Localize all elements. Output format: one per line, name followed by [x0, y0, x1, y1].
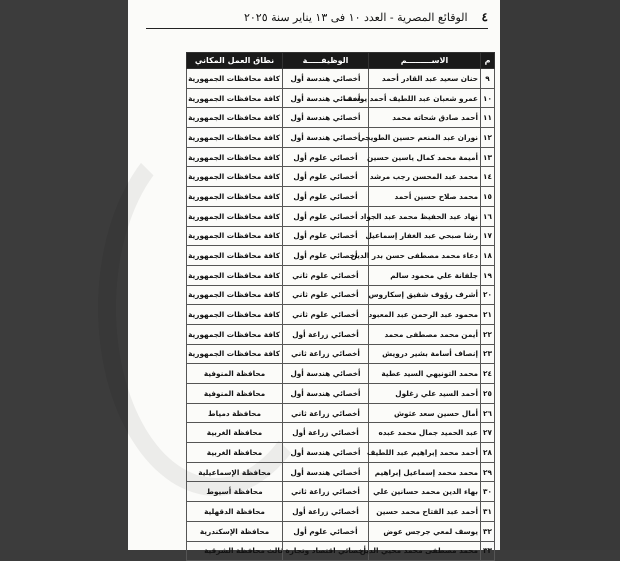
row-number: ٩ [481, 69, 495, 89]
row-area: كافة محافظات الجمهورية [187, 226, 283, 246]
row-area: محافظة الدقهلية [187, 502, 283, 522]
row-number: ٣٠ [481, 482, 495, 502]
row-number: ١١ [481, 108, 495, 128]
row-job: أخصائي زراعة أول [283, 502, 369, 522]
column-header-number: م [481, 53, 495, 69]
row-number: ٢٣ [481, 344, 495, 364]
table-row [187, 285, 495, 305]
row-number: ٢٨ [481, 443, 495, 463]
row-job: أخصائي هندسة أول [283, 108, 369, 128]
table-row [187, 305, 495, 325]
row-name: محمد عبد المحسن رجب مرشد [369, 167, 481, 187]
table-row [187, 167, 495, 187]
row-area: محافظة المنوفية [187, 384, 283, 404]
table-row [187, 364, 495, 384]
row-job: أخصائي هندسة أول [283, 364, 369, 384]
table-row [187, 521, 495, 541]
row-job: أخصائي زراعة ثاني [283, 482, 369, 502]
row-name: أشرف رؤوف شفيق إسكاروس [369, 285, 481, 305]
row-number: ٢٧ [481, 423, 495, 443]
row-name: أحمد السيد علي زغلول [369, 384, 481, 404]
row-area: كافة محافظات الجمهورية [187, 147, 283, 167]
table-row [187, 502, 495, 522]
row-area: محافظة الغربية [187, 423, 283, 443]
table-row [187, 482, 495, 502]
row-job: أخصائي هندسة أول [283, 443, 369, 463]
row-job: أخصائي هندسة أول [283, 69, 369, 89]
table-row [187, 403, 495, 423]
row-job: أخصائي هندسة أول [283, 128, 369, 148]
row-job: أخصائي علوم أول [283, 521, 369, 541]
table-row [187, 88, 495, 108]
row-area: كافة محافظات الجمهورية [187, 69, 283, 89]
row-name: أحمد صادق شحاته محمد [369, 108, 481, 128]
row-number: ١٨ [481, 246, 495, 266]
table-row [187, 384, 495, 404]
table-row [187, 147, 495, 167]
column-header-job: الوظيفـــــة [283, 53, 369, 69]
row-job: أخصائي علوم ثاني [283, 285, 369, 305]
row-area: كافة محافظات الجمهورية [187, 187, 283, 207]
row-number: ١٣ [481, 147, 495, 167]
row-area: كافة محافظات الجمهورية [187, 305, 283, 325]
row-job: أخصائي زراعة ثاني [283, 344, 369, 364]
table-row [187, 344, 495, 364]
row-job: أخصائي علوم ثاني [283, 305, 369, 325]
row-job: أخصائي زراعة أول [283, 324, 369, 344]
table-row [187, 462, 495, 482]
table-row [187, 226, 495, 246]
row-area: كافة محافظات الجمهورية [187, 128, 283, 148]
table-row [187, 206, 495, 226]
row-area: كافة محافظات الجمهورية [187, 285, 283, 305]
row-name: رشا صبحي عبد الغفار إسماعيل [369, 226, 481, 246]
row-area: محافظة الغربية [187, 443, 283, 463]
row-number: ٣٢ [481, 521, 495, 541]
row-name: أحمد محمد إبراهيم عبد اللطيف [369, 443, 481, 463]
row-job: أخصائي زراعة أول [283, 423, 369, 443]
page-number: ٤ [481, 10, 488, 24]
row-name: بهاء الدين محمد حسانين علي [369, 482, 481, 502]
viewer-background-right [500, 0, 620, 550]
table-row [187, 108, 495, 128]
row-number: ٢٦ [481, 403, 495, 423]
row-job: أخصائي زراعة ثاني [283, 403, 369, 423]
row-area: كافة محافظات الجمهورية [187, 344, 283, 364]
row-name: عمرو شعبان عبد اللطيف أحمد يوسف [369, 88, 481, 108]
row-name: محمد صلاح حسين أحمد [369, 187, 481, 207]
row-number: ١٦ [481, 206, 495, 226]
table-row [187, 187, 495, 207]
row-job: أخصائي هندسة أول [283, 462, 369, 482]
row-name: محمد مصطفى محمد محيي الدين [369, 541, 481, 561]
page-header [146, 6, 488, 29]
row-name: محمود عبد الرحمن عبد المعبود [369, 305, 481, 325]
row-area: محافظة الإسكندرية [187, 521, 283, 541]
table-row [187, 265, 495, 285]
row-area: محافظة الشرقية [187, 541, 283, 561]
row-area: محافظة الإسماعيلية [187, 462, 283, 482]
row-job: أخصائي علوم أول [283, 187, 369, 207]
row-job: أخصائي علوم أول [283, 206, 369, 226]
row-name: أحمد عبد الفتاح محمد حسين [369, 502, 481, 522]
row-job: أخصائي هندسة أول [283, 384, 369, 404]
row-area: كافة محافظات الجمهورية [187, 265, 283, 285]
table-row [187, 246, 495, 266]
row-number: ٢٤ [481, 364, 495, 384]
row-name: أميمة محمد كمال ياسين حسين [369, 147, 481, 167]
row-number: ٣٣ [481, 541, 495, 561]
row-name: إنصاف أسامة بشير درويش [369, 344, 481, 364]
row-number: ٢٠ [481, 285, 495, 305]
row-number: ١٩ [481, 265, 495, 285]
row-number: ٣١ [481, 502, 495, 522]
row-job: أخصائي علوم أول [283, 246, 369, 266]
row-area: محافظة أسيوط [187, 482, 283, 502]
row-number: ٢٥ [481, 384, 495, 404]
row-name: دعاء محمد مصطفى حسن بدر الدين [369, 246, 481, 266]
column-header-area: نطاق العمل المكاني [187, 53, 283, 69]
row-job: أخصائي علوم أول [283, 167, 369, 187]
row-job: أخصائي اقتصاد وتجارة ثالث [283, 541, 369, 561]
row-name: جلفانة علي محمود سالم [369, 265, 481, 285]
row-number: ١٢ [481, 128, 495, 148]
row-name: محمد محمد إسماعيل إبراهيم [369, 462, 481, 482]
row-job: أخصائي علوم أول [283, 147, 369, 167]
row-job: أخصائي علوم ثاني [283, 265, 369, 285]
row-number: ٢١ [481, 305, 495, 325]
row-area: محافظة دمياط [187, 403, 283, 423]
row-area: كافة محافظات الجمهورية [187, 167, 283, 187]
table-row [187, 423, 495, 443]
row-number: ٢٩ [481, 462, 495, 482]
row-area: كافة محافظات الجمهورية [187, 88, 283, 108]
row-job: أخصائي هندسة أول [283, 88, 369, 108]
row-number: ٢٢ [481, 324, 495, 344]
row-name: حنان سعيد عبد القادر أحمد [369, 69, 481, 89]
table-row [187, 443, 495, 463]
table-row [187, 541, 495, 561]
row-area: كافة محافظات الجمهورية [187, 206, 283, 226]
row-name: محمد التونيهي السيد عطية [369, 364, 481, 384]
row-area: كافة محافظات الجمهورية [187, 246, 283, 266]
employees-table [186, 52, 495, 561]
column-header-name: الاســـــــــم [369, 53, 481, 69]
row-number: ١٥ [481, 187, 495, 207]
page-header-title: الوقائع المصرية - العدد ١٠ فى ١٣ يناير سنة ٢٠٢٥ [243, 10, 468, 24]
row-area: كافة محافظات الجمهورية [187, 324, 283, 344]
row-name: نهاد عبد الحفيظ محمد عبد الجواد [369, 206, 481, 226]
row-number: ١٧ [481, 226, 495, 246]
row-name: أيمن محمد مصطفى محمد [369, 324, 481, 344]
table-header-row [187, 53, 495, 69]
table-row [187, 69, 495, 89]
row-job: أخصائي علوم أول [283, 226, 369, 246]
row-name: يوسف لمعي جرجس عوض [369, 521, 481, 541]
row-number: ١٤ [481, 167, 495, 187]
row-name: نوران عبد المنعم حسين الطويجي [369, 128, 481, 148]
table-row [187, 128, 495, 148]
row-name: أمال حسين سعد عثوش [369, 403, 481, 423]
document-page[interactable] [128, 0, 500, 556]
row-name: عبد الحميد جمال محمد عبده [369, 423, 481, 443]
row-number: ١٠ [481, 88, 495, 108]
table-row [187, 324, 495, 344]
row-area: كافة محافظات الجمهورية [187, 108, 283, 128]
row-area: محافظة المنوفية [187, 364, 283, 384]
